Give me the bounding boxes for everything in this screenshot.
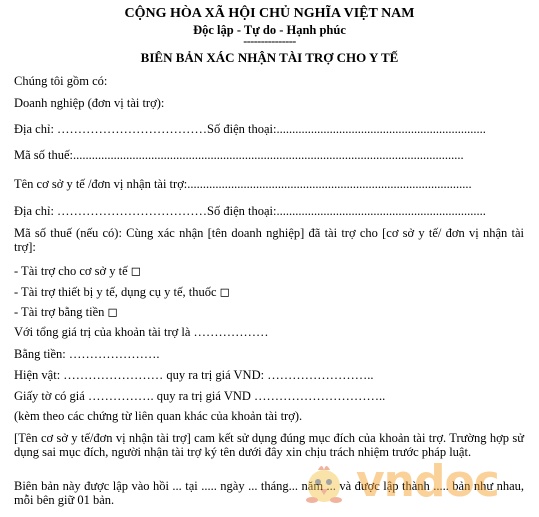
cash-line: Bằng tiền: …………………. [14, 347, 160, 361]
tax-code-line: Mã số thuế:............................................................................................................................. [14, 148, 464, 162]
nation-heading: CỘNG HÒA XÃ HỘI CHỦ NGHĨA VIỆT NAM [124, 6, 415, 21]
watermark [296, 456, 536, 512]
header-divider: --------------- [243, 34, 296, 48]
confirmation-paragraph: Mã số thuế (nếu có): Cùng xác nhận [tên doanh nghiệp] đã tài trợ cho [cơ sở y tế/ đơn vị nhận tài trợ]: [14, 226, 524, 254]
motto-heading: Độc lập - Tự do - Hạnh phúc [193, 23, 346, 37]
total-value-line: Với tổng giá trị của khoản tài trợ là ……………… [14, 325, 269, 339]
sponsor-address-line: Địa chỉ: ………………………………Số điện thoại:................................................................... [14, 122, 486, 136]
recipient-address-line: Địa chỉ: ………………………………Số điện thoại:................................................................... [14, 204, 486, 218]
option-facility: - Tài trợ cho cơ sở y tế ◻ [14, 264, 142, 278]
option-cash: - Tài trợ bằng tiền ◻ [14, 305, 118, 319]
securities-line: Giấy tờ có giá ……………. quy ra trị giá VND ………………………….. [14, 389, 386, 403]
commitment-paragraph: [Tên cơ sở y tế/đơn vị nhận tài trợ] cam kết sử dụng đúng mục đích của khoản tài trợ. Trường hợp sử dụng sai mục đích, người nhận tài trợ ký tên dưới đây xin chịu trách nhiệm trước pháp luật. [14, 431, 524, 459]
chick-mascot-icon [296, 456, 352, 512]
attachments-line: (kèm theo các chứng từ liên quan khác của khoản tài trợ). [14, 409, 303, 423]
sponsor-line: Doanh nghiệp (đơn vị tài trợ): [14, 96, 165, 110]
document-title: BIÊN BẢN XÁC NHẬN TÀI TRỢ CHO Y TẾ [140, 50, 399, 65]
intro-line: Chúng tôi gồm có: [14, 74, 108, 88]
option-equipment: - Tài trợ thiết bị y tế, dụng cụ y tế, thuốc ◻ [14, 285, 231, 299]
recipient-line: Tên cơ sở y tế /đơn vị nhận tài trợ:........................................................................................... [14, 177, 472, 191]
watermark-text: vndoc [356, 456, 499, 507]
closing-paragraph: Biên bản này được lập vào hồi ... tại ..... ngày ... tháng... năm ... và được lập thành ..... bản như nhau, mỗi bên giữ 01 bản. [14, 479, 524, 507]
in-kind-line: Hiện vật: …………………… quy ra trị giá VND: …………………….. [14, 368, 374, 382]
